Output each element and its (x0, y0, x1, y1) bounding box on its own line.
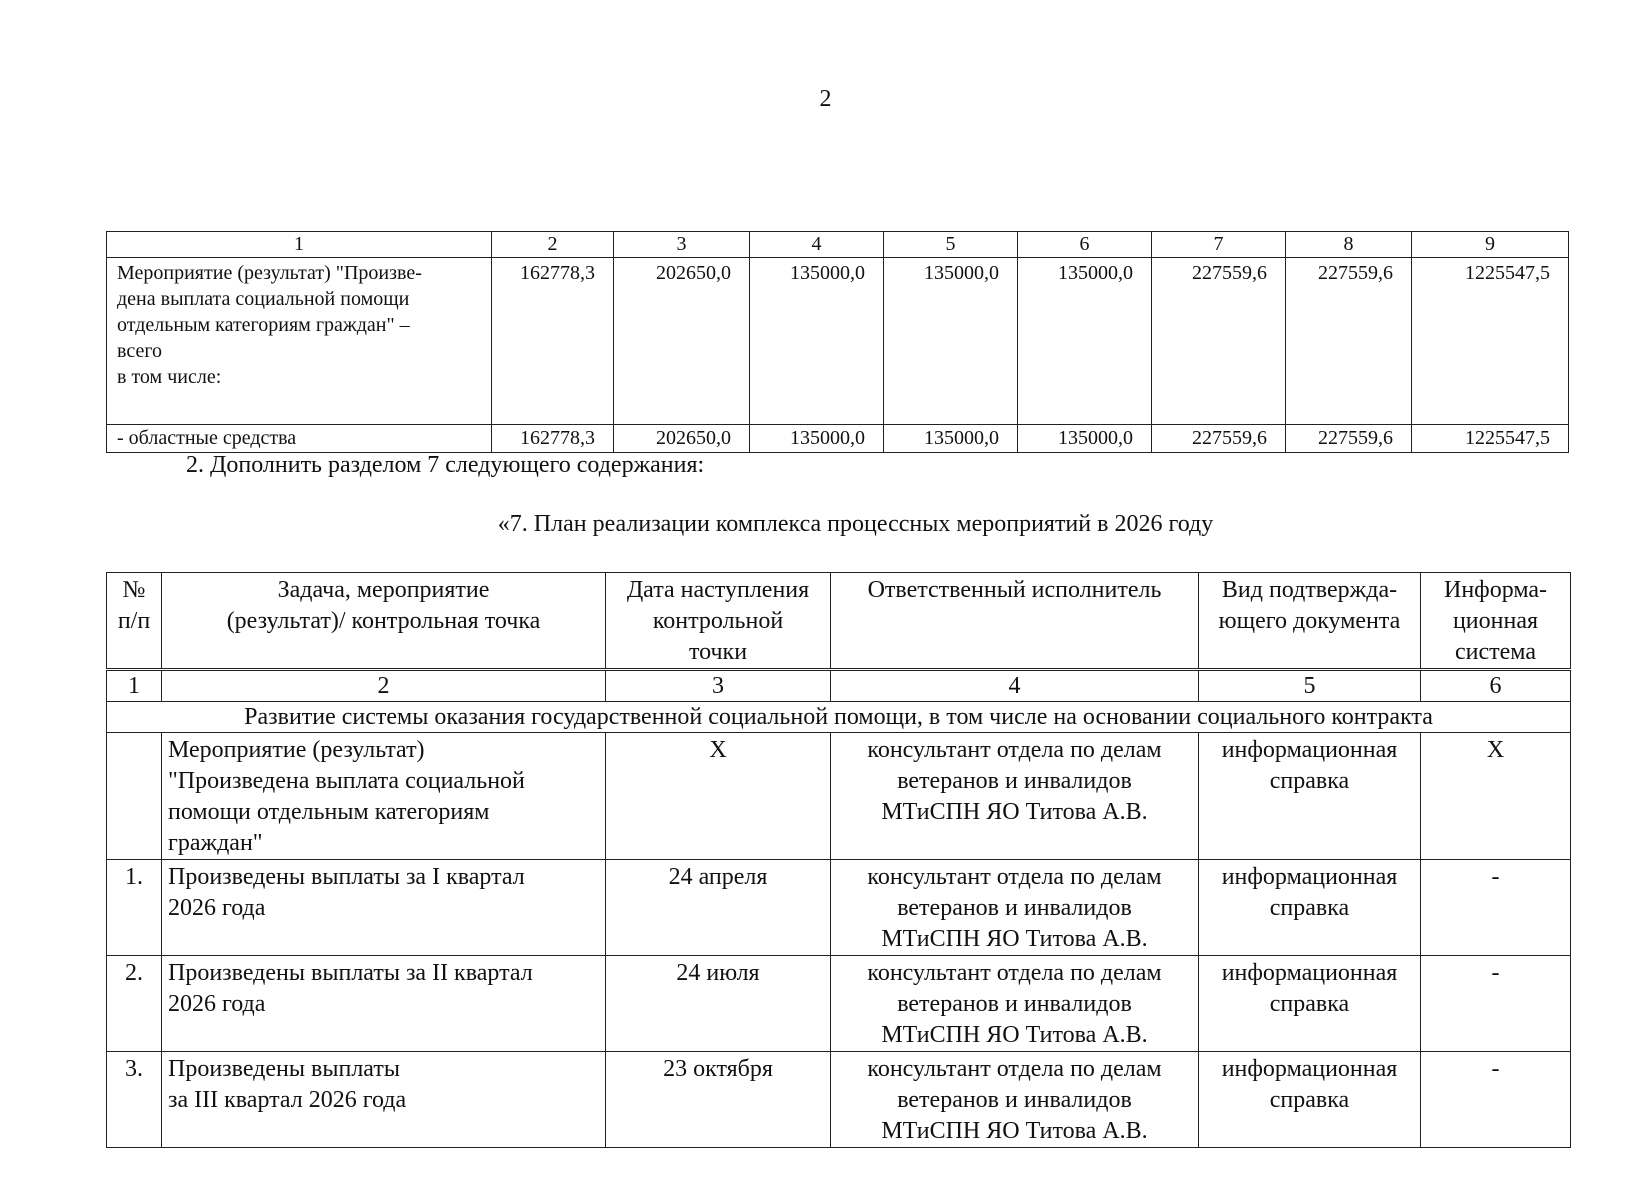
plan-row (107, 956, 1571, 1052)
section-title: «7. План реализации комплекса процессных мероприятий в 2026 году (497, 511, 1214, 537)
financing-value: 202650,0 (614, 425, 750, 453)
section-heading: Развитие системы оказания государственной социальной помощи, в том числе на основании социального контракта (107, 702, 1571, 733)
header-line: Дата наступления (626, 577, 810, 603)
system-cell: - (1421, 956, 1571, 1052)
plan-table (106, 572, 1571, 1148)
task-line: Произведены выплаты за II квартал (168, 960, 533, 986)
plan-column-numbers-row (107, 670, 1571, 702)
row-number: 3. (107, 1052, 162, 1148)
plan-header-cell (107, 573, 162, 670)
document-line: информационная (1221, 737, 1398, 763)
executor-line: ветеранов и инвалидов (897, 895, 1132, 921)
label-line: в том числе: (117, 366, 222, 388)
executor-cell (831, 733, 1199, 860)
column-number: 4 (831, 670, 1199, 702)
executor-line: МТиСПН ЯО Титова А.В. (881, 1118, 1148, 1144)
header-line: (результат)/ контрольная точка (226, 608, 541, 634)
financing-value: 135000,0 (884, 258, 1018, 425)
plan-header-row (107, 573, 1571, 670)
executor-line: ветеранов и инвалидов (897, 991, 1132, 1017)
financing-header-cell: 1 (107, 232, 492, 258)
financing-header-cell: 8 (1286, 232, 1412, 258)
task-cell (162, 956, 606, 1052)
header-line: контрольной (652, 608, 784, 634)
header-line: № (122, 577, 146, 603)
plan-header-cell (831, 573, 1199, 670)
label-line: Мероприятие (результат) "Произве- (117, 262, 422, 284)
executor-cell (831, 956, 1199, 1052)
plan-header-cell (606, 573, 831, 670)
document-cell (1199, 733, 1421, 860)
header-line: Вид подтвержда- (1221, 577, 1398, 603)
task-line: 2026 года (168, 991, 266, 1017)
financing-value: 1225547,5 (1412, 425, 1569, 453)
header-line: п/п (117, 608, 151, 634)
financing-header-cell: 4 (750, 232, 884, 258)
financing-header-row (107, 232, 1569, 258)
financing-value: 135000,0 (1018, 258, 1152, 425)
document-cell (1199, 860, 1421, 956)
financing-table (106, 231, 1569, 453)
document-cell (1199, 1052, 1421, 1148)
page-number: 2 (819, 86, 832, 112)
task-line: за III квартал 2026 года (168, 1087, 407, 1113)
header-line: система (1455, 639, 1536, 665)
financing-header-cell: 7 (1152, 232, 1286, 258)
plan-section-row (107, 702, 1571, 733)
date-cell: 24 июля (606, 956, 831, 1052)
financing-row-regional (107, 425, 1569, 453)
header-line: ционная (1452, 608, 1539, 634)
executor-line: консультант отдела по делам (867, 864, 1162, 890)
executor-cell (831, 1052, 1199, 1148)
financing-value: 162778,3 (492, 425, 614, 453)
task-line: "Произведена выплата социальной (168, 768, 525, 794)
column-number: 5 (1199, 670, 1421, 702)
financing-header-cell: 9 (1412, 232, 1569, 258)
financing-row-total (107, 258, 1569, 425)
executor-line: ветеранов и инвалидов (897, 1087, 1132, 1113)
financing-value: 135000,0 (750, 258, 884, 425)
task-line: Мероприятие (результат) (168, 737, 425, 763)
task-line: помощи отдельным категориям (168, 799, 490, 825)
date-cell: 24 апреля (606, 860, 831, 956)
label-line: дена выплата социальной помощи (117, 288, 410, 310)
task-cell (162, 860, 606, 956)
task-line: Произведены выплаты за I квартал (168, 864, 525, 890)
task-line: 2026 года (168, 895, 266, 921)
system-cell: Х (1421, 733, 1571, 860)
financing-value: 135000,0 (750, 425, 884, 453)
header-line: ющего документа (1218, 608, 1401, 634)
date-cell: 23 октября (606, 1052, 831, 1148)
plan-header-cell (162, 573, 606, 670)
financing-row-label (107, 258, 492, 425)
label-line: отдельным категориям граждан" – (117, 314, 410, 336)
document-line: информационная (1221, 1056, 1398, 1082)
column-number: 3 (606, 670, 831, 702)
financing-value: 162778,3 (492, 258, 614, 425)
financing-value: 227559,6 (1286, 258, 1412, 425)
column-number: 1 (107, 670, 162, 702)
document-line: справка (1269, 1087, 1350, 1113)
task-cell (162, 1052, 606, 1148)
financing-header-cell: 2 (492, 232, 614, 258)
financing-header-cell: 6 (1018, 232, 1152, 258)
task-cell (162, 733, 606, 860)
executor-line: МТиСПН ЯО Титова А.В. (881, 799, 1148, 825)
plan-row (107, 733, 1571, 860)
financing-value: 202650,0 (614, 258, 750, 425)
label-line: всего (117, 340, 163, 362)
task-line: граждан" (168, 830, 263, 856)
financing-value: 1225547,5 (1412, 258, 1569, 425)
document-line: справка (1269, 768, 1350, 794)
date-cell: Х (606, 733, 831, 860)
document-line: справка (1269, 991, 1350, 1017)
financing-value: 227559,6 (1286, 425, 1412, 453)
amendment-paragraph: 2. Дополнить разделом 7 следующего содержания: (186, 452, 705, 478)
plan-header-cell (1199, 573, 1421, 670)
financing-header-cell: 5 (884, 232, 1018, 258)
column-number: 2 (162, 670, 606, 702)
system-cell: - (1421, 860, 1571, 956)
document-line: информационная (1221, 864, 1398, 890)
financing-header-cell: 3 (614, 232, 750, 258)
system-cell: - (1421, 1052, 1571, 1148)
plan-row (107, 860, 1571, 956)
financing-value: 135000,0 (1018, 425, 1152, 453)
executor-line: ветеранов и инвалидов (897, 768, 1132, 794)
plan-row (107, 1052, 1571, 1148)
header-line: Задача, мероприятие (277, 577, 490, 603)
executor-line: консультант отдела по делам (867, 960, 1162, 986)
task-line: Произведены выплаты (168, 1056, 400, 1082)
financing-value: 227559,6 (1152, 425, 1286, 453)
plan-header-cell (1421, 573, 1571, 670)
header-line: точки (688, 639, 748, 665)
row-number: 1. (107, 860, 162, 956)
financing-row-label: - областные средства (107, 425, 492, 453)
header-line: Ответственный исполнитель (867, 577, 1162, 603)
row-number (107, 733, 162, 860)
header-line: Информа- (1443, 577, 1548, 603)
executor-line: МТиСПН ЯО Титова А.В. (881, 926, 1148, 952)
document-line: справка (1269, 895, 1350, 921)
executor-line: консультант отдела по делам (867, 737, 1162, 763)
row-number: 2. (107, 956, 162, 1052)
document-line: информационная (1221, 960, 1398, 986)
financing-value: 135000,0 (884, 425, 1018, 453)
document-cell (1199, 956, 1421, 1052)
column-number: 6 (1421, 670, 1571, 702)
executor-line: консультант отдела по делам (867, 1056, 1162, 1082)
financing-value: 227559,6 (1152, 258, 1286, 425)
executor-line: МТиСПН ЯО Титова А.В. (881, 1022, 1148, 1048)
executor-cell (831, 860, 1199, 956)
